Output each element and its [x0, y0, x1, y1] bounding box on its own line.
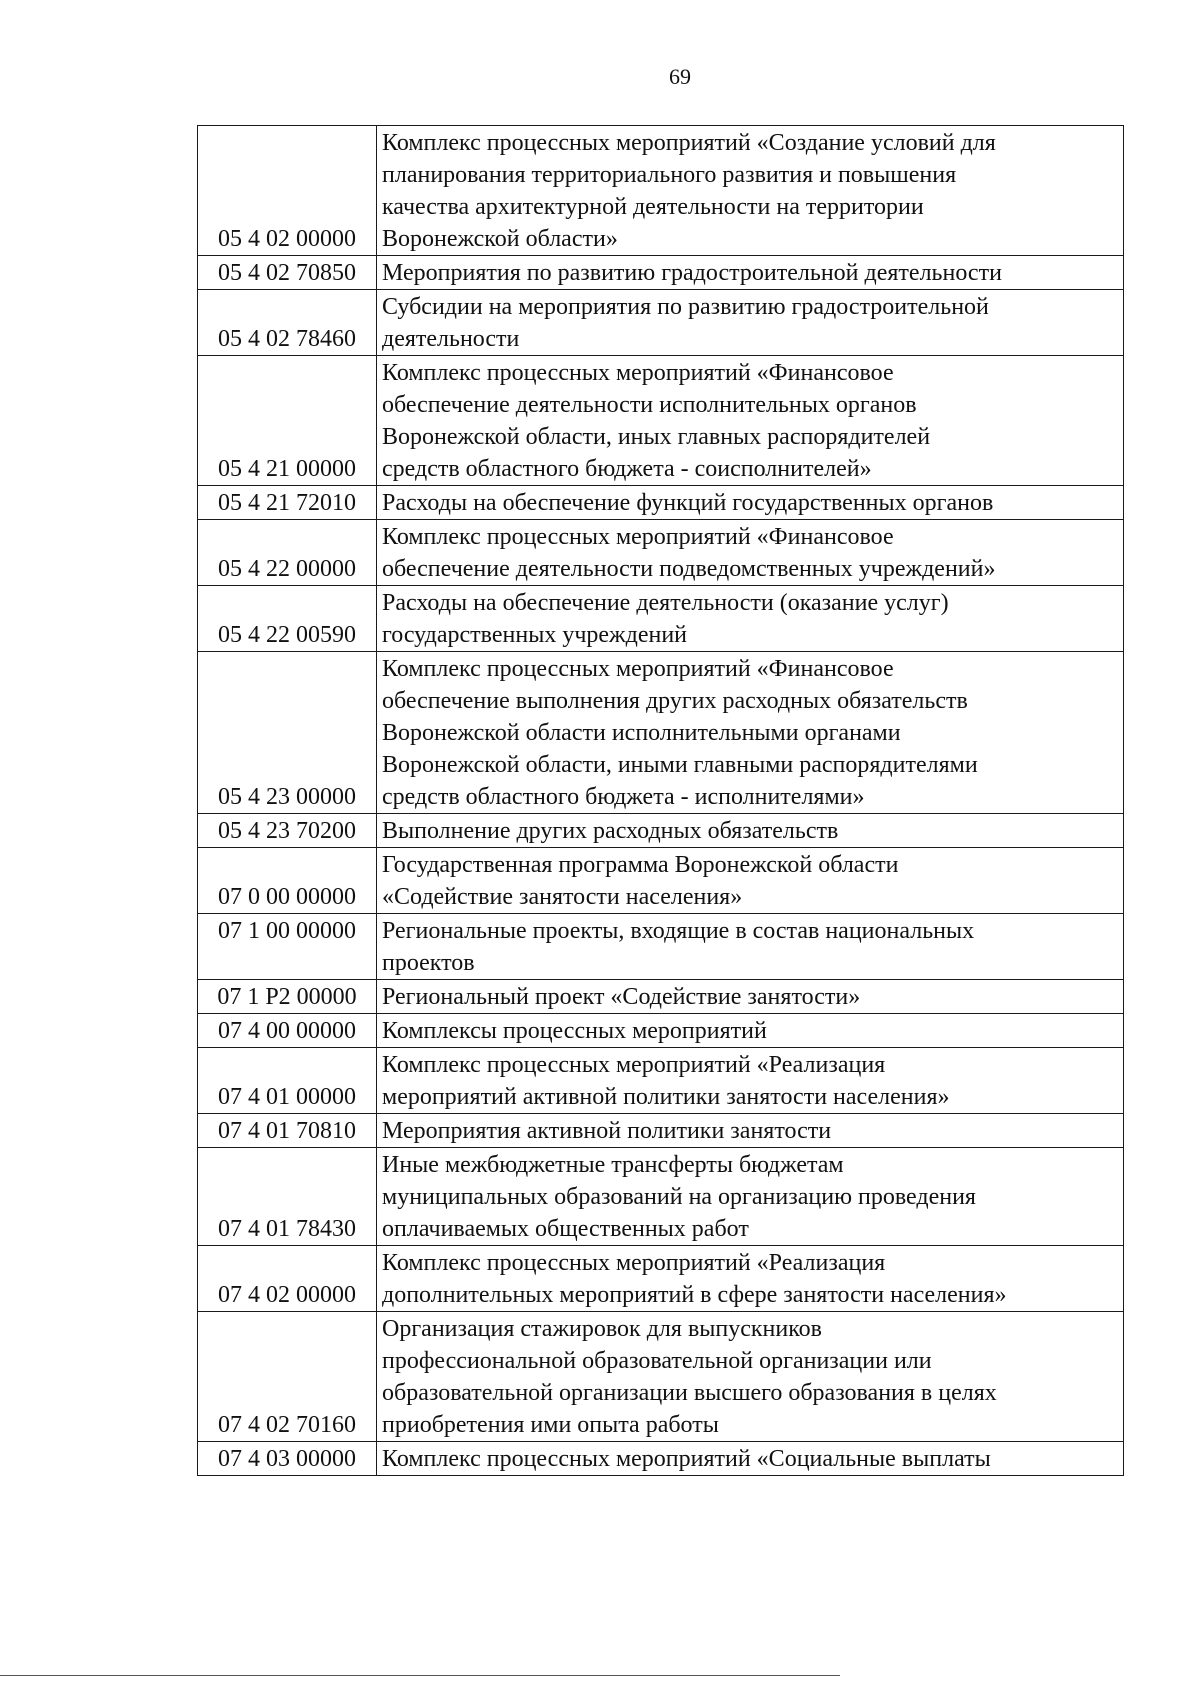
name-text: Комплекс процессных мероприятий «Финансовое обеспечение выполнения других расходных обязательств Воронежской области исполнительными органами Воронежской области, иными главными распорядителями средств областного бюджета - исполнителями»	[382, 656, 978, 810]
name-cell	[377, 1014, 1124, 1048]
table-row	[198, 1442, 1124, 1476]
code-cell: 07 4 01 00000	[198, 1048, 377, 1114]
table-row	[198, 290, 1124, 356]
table-body	[198, 126, 1124, 1476]
name-text: Комплекс процессных мероприятий «Реализация мероприятий активной политики занятости населения»	[382, 1052, 950, 1110]
budget-classifier-table	[197, 125, 1124, 1476]
code-cell: 05 4 23 00000	[198, 652, 377, 814]
table-row	[198, 256, 1124, 290]
name-cell	[377, 256, 1124, 290]
code-cell: 05 4 22 00590	[198, 586, 377, 652]
name-text: Государственная программа Воронежской области «Содействие занятости населения»	[382, 852, 899, 910]
table-row	[198, 1014, 1124, 1048]
table-row	[198, 848, 1124, 914]
table-row	[198, 1048, 1124, 1114]
code-cell: 07 1 Р2 00000	[198, 980, 377, 1014]
table-row	[198, 586, 1124, 652]
name-cell	[377, 1312, 1124, 1442]
table-row	[198, 1148, 1124, 1246]
table-row	[198, 814, 1124, 848]
footer-rule	[0, 1675, 840, 1676]
name-text: Комплекс процессных мероприятий «Создание условий для планирования территориального развития и повышения качества архитектурной деятельности на территории Воронежской области»	[382, 130, 996, 252]
name-text: Комплекс процессных мероприятий «Финансовое обеспечение деятельности исполнительных органов Воронежской области, иных главных распорядителей средств областного бюджета - соисполнителей»	[382, 360, 931, 482]
name-text: Расходы на обеспечение функций государственных органов	[382, 490, 994, 516]
name-cell	[377, 980, 1124, 1014]
page-number: 69	[669, 64, 691, 89]
code-cell: 07 4 00 00000	[198, 1014, 377, 1048]
name-text: Субсидии на мероприятия по развитию градостроительной деятельности	[382, 294, 989, 352]
code-cell: 07 0 00 00000	[198, 848, 377, 914]
code-cell: 07 4 02 00000	[198, 1246, 377, 1312]
table-row	[198, 1312, 1124, 1442]
name-cell	[377, 1048, 1124, 1114]
name-text: Иные межбюджетные трансферты бюджетам муниципальных образований на организацию проведения оплачиваемых общественных работ	[382, 1152, 976, 1242]
code-cell: 05 4 22 00000	[198, 520, 377, 586]
name-cell	[377, 290, 1124, 356]
name-cell	[377, 586, 1124, 652]
name-cell	[377, 848, 1124, 914]
table-row	[198, 520, 1124, 586]
name-cell	[377, 914, 1124, 980]
name-text: Выполнение других расходных обязательств	[382, 818, 839, 844]
code-cell: 05 4 21 72010	[198, 486, 377, 520]
name-cell	[377, 126, 1124, 256]
name-cell	[377, 814, 1124, 848]
code-cell: 07 4 03 00000	[198, 1442, 377, 1476]
code-cell: 05 4 02 78460	[198, 290, 377, 356]
code-cell: 07 4 01 70810	[198, 1114, 377, 1148]
name-cell	[377, 356, 1124, 486]
name-cell	[377, 1114, 1124, 1148]
table-row	[198, 126, 1124, 256]
code-cell: 05 4 02 00000	[198, 126, 377, 256]
name-text: Комплекс процессных мероприятий «Реализация дополнительных мероприятий в сфере занятости населения»	[382, 1250, 1007, 1308]
code-cell: 07 4 02 70160	[198, 1312, 377, 1442]
name-text: Комплекс процессных мероприятий «Социальные выплаты	[382, 1446, 991, 1472]
code-cell: 07 1 00 00000	[198, 914, 377, 980]
name-cell	[377, 1246, 1124, 1312]
name-text: Расходы на обеспечение деятельности (оказание услуг) государственных учреждений	[382, 590, 949, 648]
name-text: Организация стажировок для выпускников профессиональной образовательной организации или образовательной организации высшего образования в целях приобретения ими опыта работы	[382, 1316, 997, 1438]
name-text: Комплекс процессных мероприятий «Финансовое обеспечение деятельности подведомственных учреждений»	[382, 524, 996, 582]
table-row	[198, 980, 1124, 1014]
name-text: Мероприятия активной политики занятости	[382, 1118, 832, 1144]
table-row	[198, 1114, 1124, 1148]
name-text: Мероприятия по развитию градостроительной деятельности	[382, 260, 1002, 286]
name-text: Региональные проекты, входящие в состав национальных проектов	[382, 918, 975, 976]
name-cell	[377, 520, 1124, 586]
name-text: Региональный проект «Содействие занятости»	[382, 984, 861, 1010]
table-row	[198, 914, 1124, 980]
code-cell: 05 4 21 00000	[198, 356, 377, 486]
name-cell	[377, 486, 1124, 520]
name-cell	[377, 652, 1124, 814]
table-row	[198, 1246, 1124, 1312]
table-row	[198, 486, 1124, 520]
name-cell	[377, 1442, 1124, 1476]
table-row	[198, 356, 1124, 486]
code-cell: 05 4 23 70200	[198, 814, 377, 848]
name-text: Комплексы процессных мероприятий	[382, 1018, 767, 1044]
name-cell	[377, 1148, 1124, 1246]
code-cell: 05 4 02 70850	[198, 256, 377, 290]
table-row	[198, 652, 1124, 814]
code-cell: 07 4 01 78430	[198, 1148, 377, 1246]
